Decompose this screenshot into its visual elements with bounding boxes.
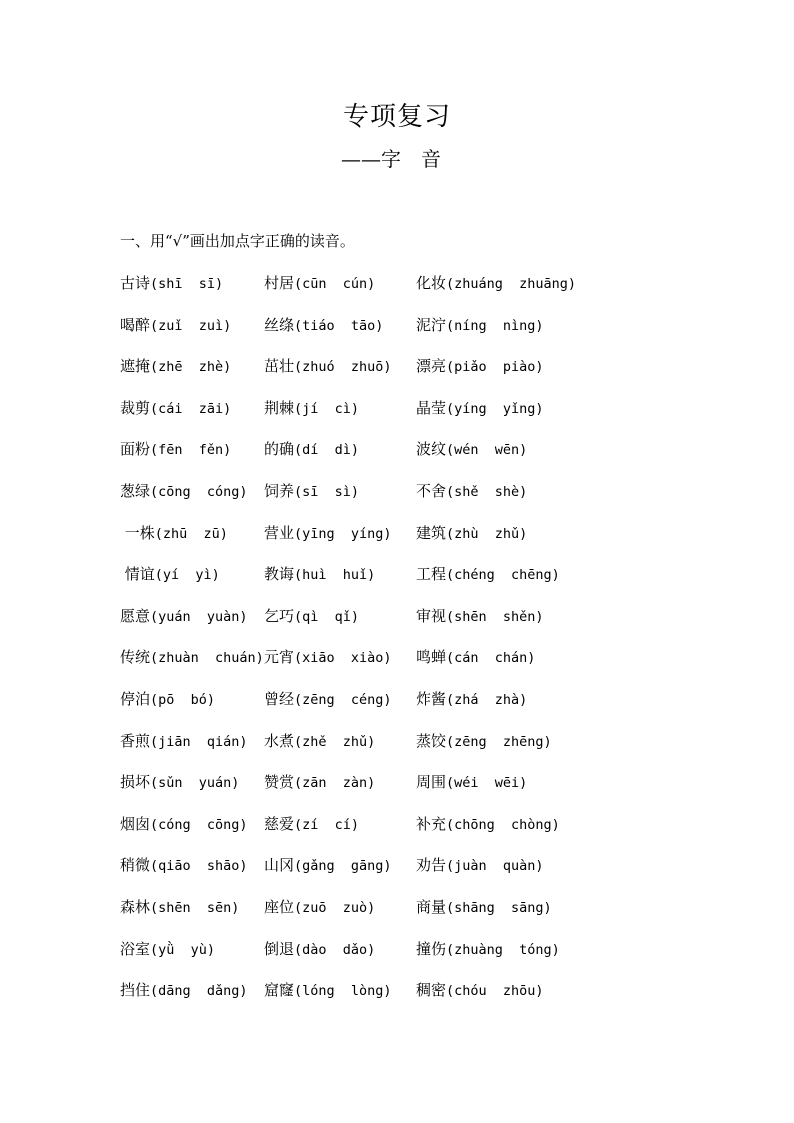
word-text: 挡住 bbox=[120, 981, 151, 1000]
page-title: 专项复习 bbox=[342, 102, 451, 132]
word-item bbox=[120, 645, 264, 670]
pinyin-options[interactable]: (cái zāi) bbox=[150, 400, 232, 417]
pinyin-options[interactable]: (shě shè) bbox=[446, 483, 528, 500]
word-text: 窟窿 bbox=[264, 981, 295, 1000]
word-text: 烟囱 bbox=[120, 814, 151, 833]
word-text: 山冈 bbox=[264, 856, 295, 875]
word-item bbox=[416, 313, 544, 338]
exercise-row bbox=[120, 645, 740, 687]
word-item bbox=[416, 978, 544, 1003]
word-item bbox=[264, 812, 359, 837]
word-text: 茁壮 bbox=[264, 357, 295, 376]
word-text: 香煎 bbox=[120, 731, 151, 750]
pinyin-options[interactable]: (cōng cóng) bbox=[150, 483, 248, 500]
word-text: 慈爱 bbox=[264, 814, 295, 833]
exercise-instruction: 一、用“√”画出加点字正确的读音。 bbox=[120, 232, 355, 250]
word-item bbox=[120, 770, 239, 795]
exercise-row bbox=[120, 396, 740, 438]
exercise-row bbox=[120, 937, 740, 979]
word-text: 晶莹 bbox=[416, 398, 447, 417]
word-item bbox=[120, 313, 231, 338]
pinyin-options[interactable]: (zhuáng zhuāng) bbox=[446, 276, 577, 292]
word-text: 裁剪 bbox=[120, 398, 151, 417]
exercise-row bbox=[120, 729, 740, 771]
pinyin-options[interactable]: (zhá zhà) bbox=[446, 691, 528, 708]
pinyin-options[interactable]: (zhù zhǔ) bbox=[446, 525, 528, 542]
word-item bbox=[416, 729, 552, 754]
pinyin-options[interactable]: (gǎng gāng) bbox=[294, 858, 392, 875]
word-text: 森林 bbox=[120, 897, 151, 916]
word-text: 审视 bbox=[416, 606, 447, 625]
pinyin-options[interactable]: (cán chán) bbox=[446, 650, 536, 667]
exercise-row bbox=[120, 604, 740, 646]
pinyin-options[interactable]: (cūn cún) bbox=[294, 276, 376, 292]
word-text: 荆棘 bbox=[264, 398, 295, 417]
pinyin-options[interactable]: (qiāo shāo) bbox=[150, 858, 248, 875]
word-text: 水煮 bbox=[264, 731, 295, 750]
word-text: 停泊 bbox=[120, 689, 151, 708]
word-item bbox=[264, 479, 359, 504]
pinyin-options[interactable]: (wéi wēi) bbox=[446, 775, 528, 792]
pinyin-options[interactable]: (jí cì) bbox=[294, 400, 360, 417]
word-item bbox=[416, 396, 544, 421]
word-text: 鸣蝉 bbox=[416, 648, 447, 667]
pinyin-options[interactable]: (shēn sēn) bbox=[150, 899, 240, 916]
pinyin-options[interactable]: (chéng chēng) bbox=[446, 567, 560, 584]
pinyin-exercise-list bbox=[120, 271, 740, 1020]
word-item bbox=[120, 604, 248, 629]
word-text: 古诗 bbox=[120, 274, 151, 292]
word-item bbox=[120, 479, 248, 504]
word-text: 元宵 bbox=[264, 648, 295, 667]
pinyin-options[interactable]: (yīng yíng) bbox=[294, 525, 392, 542]
word-item bbox=[120, 729, 248, 754]
pinyin-options[interactable]: (yí yì) bbox=[154, 567, 220, 584]
word-text: 情谊 bbox=[120, 565, 155, 584]
pinyin-options[interactable]: (cóng cōng) bbox=[150, 816, 248, 833]
word-item bbox=[264, 354, 392, 379]
word-text: 村居 bbox=[264, 274, 295, 292]
exercise-row bbox=[120, 895, 740, 937]
pinyin-options[interactable]: (dí dì) bbox=[294, 442, 360, 459]
pinyin-options[interactable]: (fēn fěn) bbox=[150, 442, 232, 459]
pinyin-options[interactable]: (yuán yuàn) bbox=[150, 608, 248, 625]
exercise-row bbox=[120, 354, 740, 396]
pinyin-options[interactable]: (zhū zū) bbox=[154, 525, 228, 542]
page-subtitle: ——字 音 bbox=[341, 147, 441, 171]
word-text: 愿意 bbox=[120, 606, 151, 625]
exercise-row bbox=[120, 853, 740, 895]
word-item bbox=[264, 437, 359, 462]
pinyin-options[interactable]: (chōng chòng) bbox=[446, 816, 560, 833]
pinyin-options[interactable]: (zhuó zhuō) bbox=[294, 359, 392, 376]
pinyin-options[interactable]: (zuō zuò) bbox=[294, 899, 376, 916]
word-item bbox=[120, 812, 248, 837]
word-item bbox=[120, 354, 231, 379]
pinyin-options[interactable]: (zí cí) bbox=[294, 816, 360, 833]
word-text: 一株 bbox=[120, 523, 155, 542]
word-item bbox=[264, 895, 375, 920]
exercise-row bbox=[120, 978, 740, 1020]
word-text: 浴室 bbox=[120, 939, 151, 958]
word-text: 乞巧 bbox=[264, 606, 295, 625]
pinyin-options[interactable]: (shāng sāng) bbox=[446, 899, 552, 916]
word-item bbox=[120, 437, 231, 462]
word-item bbox=[120, 895, 239, 920]
pinyin-options[interactable]: (zān zàn) bbox=[294, 775, 376, 792]
word-text: 漂亮 bbox=[416, 357, 447, 376]
pinyin-options[interactable]: (huì huǐ) bbox=[294, 567, 376, 584]
word-text: 工程 bbox=[416, 565, 447, 584]
word-item bbox=[264, 521, 392, 546]
word-item bbox=[416, 354, 544, 379]
word-item bbox=[416, 687, 527, 712]
exercise-row bbox=[120, 313, 740, 355]
pinyin-options[interactable]: (níng nìng) bbox=[446, 317, 544, 334]
word-text: 饲养 bbox=[264, 481, 295, 500]
word-item bbox=[416, 562, 560, 587]
exercise-row bbox=[120, 479, 740, 521]
pinyin-options[interactable]: (zhě zhǔ) bbox=[294, 733, 376, 750]
word-item bbox=[264, 687, 392, 712]
exercise-row bbox=[120, 521, 740, 563]
word-text: 炸酱 bbox=[416, 689, 447, 708]
word-item bbox=[416, 937, 560, 962]
exercise-row bbox=[120, 812, 740, 854]
word-item bbox=[264, 729, 375, 754]
pinyin-options[interactable]: (zhuàng tóng) bbox=[446, 941, 560, 958]
pinyin-options[interactable]: (tiáo tāo) bbox=[294, 317, 384, 334]
word-text: 撞伤 bbox=[416, 939, 447, 958]
pinyin-options[interactable]: (zhē zhè) bbox=[150, 359, 232, 376]
word-item bbox=[264, 604, 359, 629]
word-item bbox=[264, 562, 375, 587]
word-item bbox=[264, 853, 392, 878]
exercise-row bbox=[120, 562, 740, 604]
word-item bbox=[120, 396, 231, 421]
word-text: 遮掩 bbox=[120, 357, 151, 376]
word-item bbox=[416, 645, 535, 670]
word-item bbox=[120, 687, 215, 712]
pinyin-options[interactable]: (zēng zhēng) bbox=[446, 733, 552, 750]
word-item bbox=[416, 437, 527, 462]
word-item bbox=[120, 853, 248, 878]
word-text: 赞赏 bbox=[264, 773, 295, 792]
word-item bbox=[416, 479, 527, 504]
word-item bbox=[416, 271, 576, 296]
word-item bbox=[120, 562, 220, 587]
exercise-row bbox=[120, 437, 740, 479]
word-item bbox=[264, 770, 375, 795]
pinyin-options[interactable]: (pō bó) bbox=[150, 691, 216, 708]
word-text: 喝醉 bbox=[120, 315, 151, 334]
word-item bbox=[416, 895, 552, 920]
word-text: 损坏 bbox=[120, 773, 151, 792]
word-text: 稍微 bbox=[120, 856, 151, 875]
word-item bbox=[416, 770, 527, 795]
word-text: 面粉 bbox=[120, 440, 151, 459]
pinyin-options[interactable]: (yíng yǐng) bbox=[446, 400, 544, 417]
pinyin-options[interactable]: (sǔn yuán) bbox=[150, 775, 240, 792]
pinyin-options[interactable]: (zēng céng) bbox=[294, 691, 392, 708]
word-item bbox=[120, 271, 223, 296]
word-item bbox=[264, 396, 359, 421]
word-text: 稠密 bbox=[416, 981, 447, 1000]
pinyin-options[interactable]: (wén wēn) bbox=[446, 442, 528, 459]
word-text: 商量 bbox=[416, 897, 447, 916]
word-text: 建筑 bbox=[416, 523, 447, 542]
pinyin-options[interactable]: (sī sì) bbox=[294, 483, 360, 500]
pinyin-options[interactable]: (lóng lòng) bbox=[294, 983, 392, 1000]
word-item bbox=[120, 978, 248, 1003]
word-item bbox=[264, 978, 392, 1003]
word-text: 曾经 bbox=[264, 689, 295, 708]
word-text: 教诲 bbox=[264, 565, 295, 584]
word-text: 补充 bbox=[416, 814, 447, 833]
pinyin-options[interactable]: (juàn quàn) bbox=[446, 858, 544, 875]
word-item bbox=[264, 937, 375, 962]
pinyin-options[interactable]: (piǎo piào) bbox=[446, 359, 544, 376]
word-item bbox=[264, 271, 375, 296]
exercise-row bbox=[120, 687, 740, 729]
word-text: 丝绦 bbox=[264, 315, 295, 334]
pinyin-options[interactable]: (jiān qián) bbox=[150, 733, 248, 750]
word-text: 营业 bbox=[264, 523, 295, 542]
word-text: 的确 bbox=[264, 440, 295, 459]
word-item bbox=[416, 812, 560, 837]
word-item bbox=[416, 604, 544, 629]
word-item bbox=[264, 645, 392, 670]
word-text: 倒退 bbox=[264, 939, 295, 958]
pinyin-options[interactable]: (shī sī) bbox=[150, 276, 224, 292]
word-text: 周围 bbox=[416, 773, 447, 792]
pinyin-options[interactable]: (zhuàn chuán) bbox=[150, 650, 264, 667]
exercise-row bbox=[120, 271, 740, 313]
word-text: 化妆 bbox=[416, 274, 447, 292]
word-text: 座位 bbox=[264, 897, 295, 916]
pinyin-options[interactable]: (yǜ yù) bbox=[150, 941, 216, 958]
word-text: 传统 bbox=[120, 648, 151, 667]
exercise-row bbox=[120, 770, 740, 812]
word-text: 泥泞 bbox=[416, 315, 447, 334]
pinyin-options[interactable]: (xiāo xiào) bbox=[294, 650, 392, 667]
word-item bbox=[416, 521, 527, 546]
word-text: 劝告 bbox=[416, 856, 447, 875]
pinyin-options[interactable]: (qì qǐ) bbox=[294, 608, 360, 625]
word-item bbox=[120, 937, 215, 962]
word-item bbox=[416, 853, 544, 878]
pinyin-options[interactable]: (dāng dǎng) bbox=[150, 983, 248, 1000]
word-text: 蒸饺 bbox=[416, 731, 447, 750]
pinyin-options[interactable]: (shēn shěn) bbox=[446, 608, 544, 625]
pinyin-options[interactable]: (chóu zhōu) bbox=[446, 983, 544, 1000]
word-text: 不舍 bbox=[416, 481, 447, 500]
word-item bbox=[264, 313, 383, 338]
pinyin-options[interactable]: (zuǐ zuì) bbox=[150, 317, 232, 334]
pinyin-options[interactable]: (dào dǎo) bbox=[294, 941, 376, 958]
word-text: 葱绿 bbox=[120, 481, 151, 500]
word-item bbox=[120, 521, 228, 546]
word-text: 波纹 bbox=[416, 440, 447, 459]
